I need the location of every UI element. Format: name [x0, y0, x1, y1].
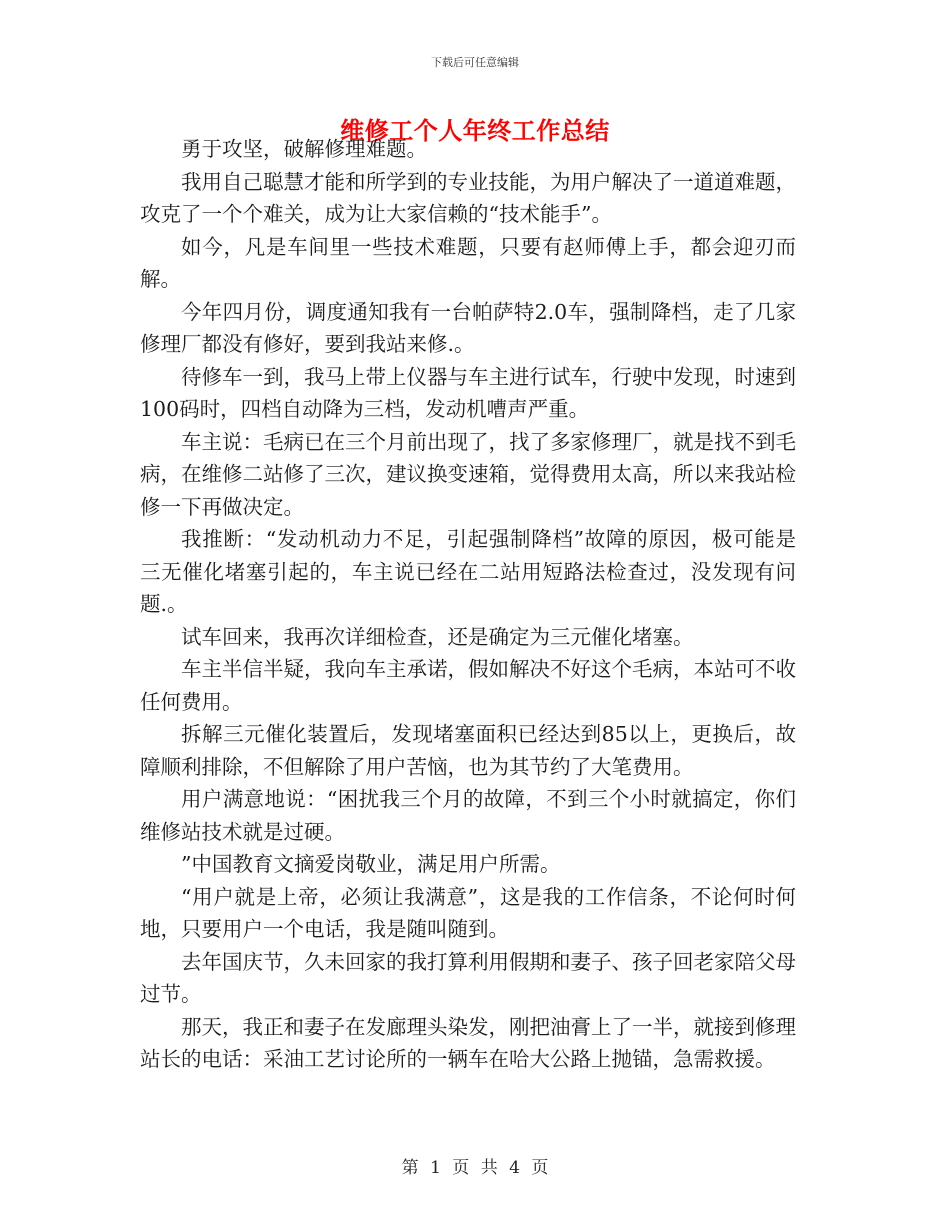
paragraph: 我推断：“发动机动力不足，引起强制降档”故障的原因，极可能是三无催化堵塞引起的，车主说已经在二站用短路法检查过，没发现有问题.。	[140, 527, 796, 616]
document-title: 维修工个人年终工作总结	[340, 116, 610, 145]
paragraph: 试车回来，我再次详细检查，还是确定为三元催化堵塞。	[181, 624, 694, 649]
paragraph: 拆解三元催化装置后，发现堵塞面积已经达到85以上，更换后，故障顺利排除，不但解除了用户苦恼，也为其节约了大笔费用。	[140, 722, 796, 779]
paragraph: 那天，我正和妻子在发廊理头染发，刚把油膏上了一半，就接到修理站长的电话：采油工艺讨论所的一辆车在哈大公路上抛锚，急需救援。	[140, 1014, 796, 1071]
header-note: 下载后可任意编辑	[431, 56, 519, 69]
paragraph: 车主半信半疑，我向车主承诺，假如解决不好这个毛病，本站可不收任何费用。	[140, 657, 796, 714]
paragraph: 去年国庆节，久未回家的我打算利用假期和妻子、孩子回老家陪父母过节。	[140, 949, 796, 1006]
paragraph: 勇于攻坚，破解修理难题。	[181, 137, 427, 161]
paragraph: ”中国教育文摘爱岗敬业，满足用户所需。	[181, 852, 561, 876]
document-body	[140, 133, 796, 1076]
paragraph: 用户满意地说：“困扰我三个月的故障，不到三个小时就搞定，你们维修站技术就是过硬。	[140, 787, 796, 844]
paragraph: 车主说：毛病已在三个月前出现了，找了多家修理厂，就是找不到毛病，在维修二站修了三次，建议换变速箱，觉得费用太高，所以来我站检修一下再做决定。	[140, 429, 796, 519]
paragraph: 今年四月份，调度通知我有一台帕萨特2.0车，强制降档，走了几家修理厂都没有修好，要到我站来修.。	[140, 299, 796, 356]
paragraph: 如今，凡是车间里一些技术难题，只要有赵师傅上手，都会迎刃而解。	[140, 234, 796, 291]
paragraph: 待修车一到，我马上带上仪器与车主进行试车，行驶中发现，时速到100码时，四档自动降为三档，发动机嘈声严重。	[140, 364, 796, 421]
paragraph: 我用自己聪慧才能和所学到的专业技能，为用户解决了一道道难题，攻克了一个个难关，成为让大家信赖的“技术能手”。	[140, 169, 796, 226]
page-number: 第 1 页 共 4 页	[401, 1158, 549, 1178]
paragraph: “用户就是上帝，必须让我满意”，这是我的工作信条，不论何时何地，只要用户一个电话，我是随叫随到。	[140, 884, 796, 941]
